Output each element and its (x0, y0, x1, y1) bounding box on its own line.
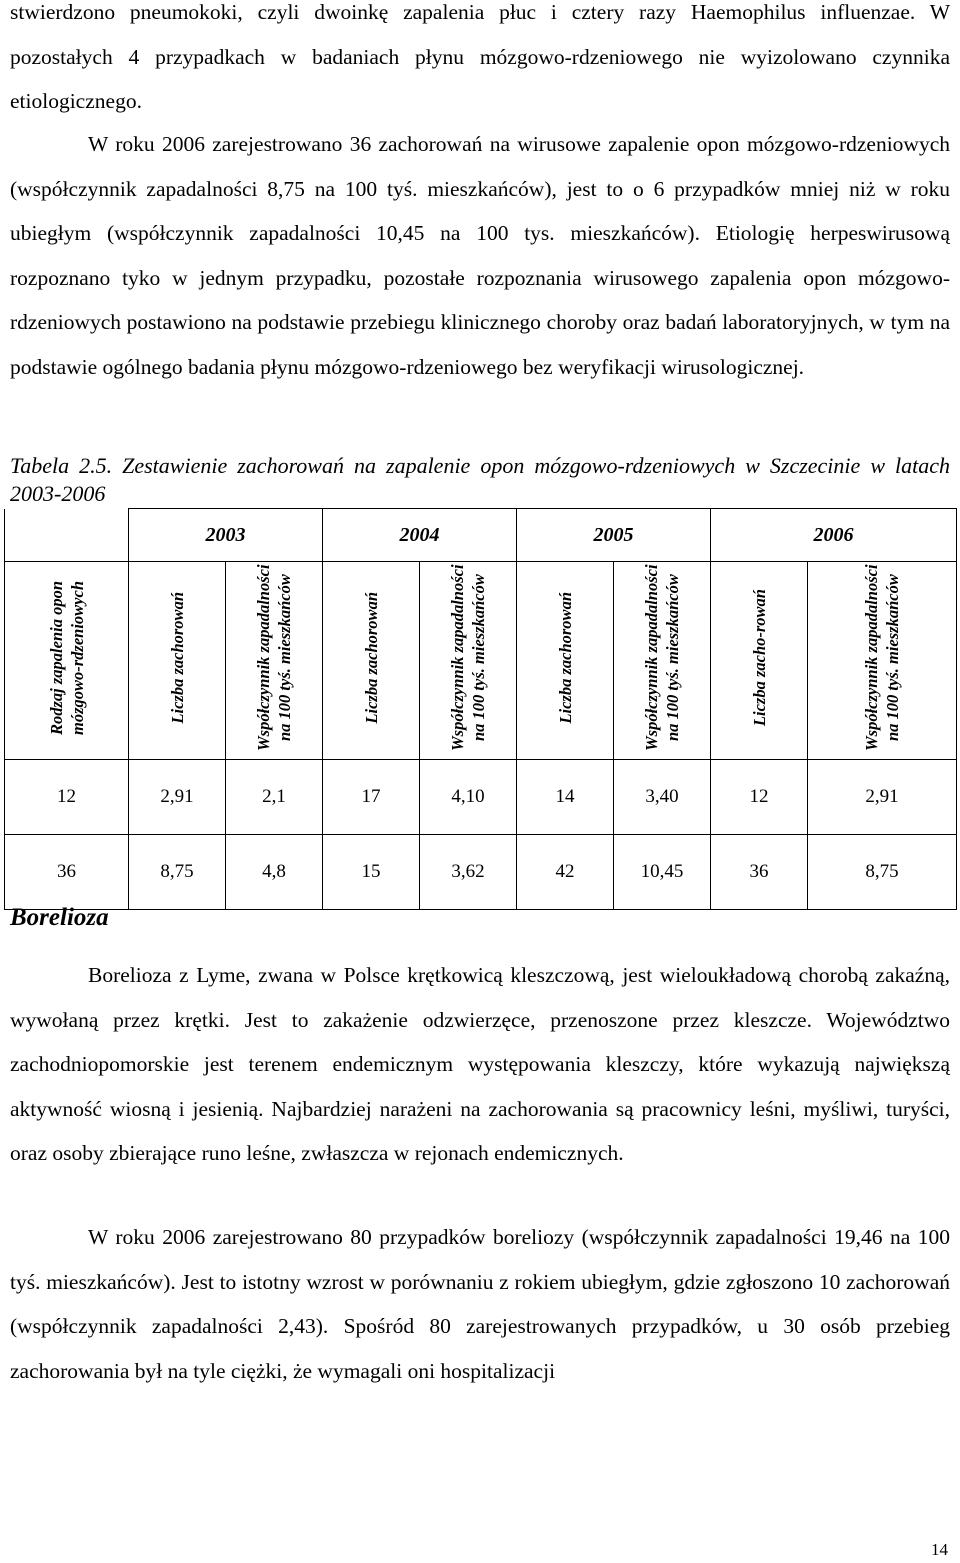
page-number: 14 (931, 1540, 948, 1559)
column-header: Liczba zacho-rowań (711, 562, 808, 760)
year-header: 2004 (323, 509, 517, 562)
table-cell: 15 (323, 835, 420, 910)
year-header: 2003 (129, 509, 323, 562)
section-heading: Borelioza (10, 904, 109, 931)
column-header: Liczba zachorowań (129, 562, 226, 760)
table-cell: 4,8 (226, 835, 323, 910)
year-header: 2006 (711, 509, 957, 562)
meningitis-table (4, 508, 957, 910)
table-cell: 42 (517, 835, 614, 910)
table-cell: 36 (711, 835, 808, 910)
year-header: 2005 (517, 509, 711, 562)
table-cell: 14 (517, 760, 614, 835)
column-header: Współczynnik zapadalności na 100 tyś. mieszkańców (420, 562, 517, 760)
table-row (5, 760, 957, 835)
table-caption: Tabela 2.5. Zestawienie zachorowań na zapalenie opon mózgowo-rdzeniowych w Szczecinie w latach 2003-2006 (10, 453, 950, 506)
column-header-row (5, 562, 957, 760)
column-header: Współczynnik zapadalności na 100 tyś. mieszkańców (808, 562, 957, 760)
table-cell: 36 (5, 835, 129, 910)
table-row (5, 835, 957, 910)
empty-corner-cell (5, 509, 129, 562)
year-header-row (5, 509, 957, 562)
table-cell: 17 (323, 760, 420, 835)
table-cell: 12 (5, 760, 129, 835)
table-cell: 4,10 (420, 760, 517, 835)
table-cell: 10,45 (614, 835, 711, 910)
table-cell: 2,91 (808, 760, 957, 835)
column-header: Współczynnik zapadalności na 100 tyś. mieszkańców (614, 562, 711, 760)
table-cell: 3,40 (614, 760, 711, 835)
lyme-paragraph-1: Borelioza z Lyme, zwana w Polsce krętkowicą kleszczową, jest wieloukładową chorobą zakaźną, wywołaną przez krętki. Jest to zakażenie odzwierzęce, przenoszone przez kleszcze. Województwo zachodniopomorskie jest terenem endemicznym występowania kleszczy, które wykazują największą aktywność wiosną i jesienią. Najbardziej narażeni na zachorowania są pracownicy leśni, myśliwi, turyści, oraz osoby zbierające runo leśne, zwłaszcza w rejonach endemicznych. (10, 963, 950, 1165)
table-cell: 2,91 (129, 760, 226, 835)
table-cell: 8,75 (808, 835, 957, 910)
table-cell: 2,1 (226, 760, 323, 835)
table-cell: 3,62 (420, 835, 517, 910)
table-cell: 8,75 (129, 835, 226, 910)
column-header: Współczynnik zapadalności na 100 tyś. mieszkańców (226, 562, 323, 760)
table-cell: 12 (711, 760, 808, 835)
viral-meningitis-paragraph: W roku 2006 zarejestrowano 36 zachorowań na wirusowe zapalenie opon mózgowo-rdzeniowych (współczynnik zapadalności 8,75 na 100 tyś. mieszkańców), jest to o 6 przypadków mniej niż w roku ubiegłym (współczynnik zapadalności 10,45 na 100 tys. mieszkańców). Etiologię herpeswirusową rozpoznano tyko w jednym przypadku, pozostałe rozpoznania wirusowego zapalenia opon mózgowo-rdzeniowych postawiono na podstawie przebiegu klinicznego choroby oraz badań laboratoryjnych, w tym na podstawie ogólnego badania płynu mózgowo-rdzeniowego bez weryfikacji wirusologicznej. (10, 132, 950, 379)
intro-paragraph: stwierdzono pneumokoki, czyli dwoinkę zapalenia płuc i cztery razy Haemophilus influenzae. W pozostałych 4 przypadkach w badaniach płynu mózgowo-rdzeniowego nie wyizolowano czynnika etiologicznego. (10, 0, 950, 113)
column-header: Rodzaj zapalenia opon mózgowo-rdzeniowych (5, 562, 129, 760)
column-header: Liczba zachorowań (517, 562, 614, 760)
lyme-paragraph-2: W roku 2006 zarejestrowano 80 przypadków boreliozy (współczynnik zapadalności 19,46 na 100 tyś. mieszkańców). Jest to istotny wzrost w porównaniu z rokiem ubiegłym, gdzie zgłoszono 10 zachorowań (współczynnik zapadalności 2,43). Spośród 80 zarejestrowanych przypadków, u 30 osób przebieg zachorowania był na tyle ciężki, że wymagali oni hospitalizacji (10, 1225, 950, 1383)
column-header: Liczba zachorowań (323, 562, 420, 760)
